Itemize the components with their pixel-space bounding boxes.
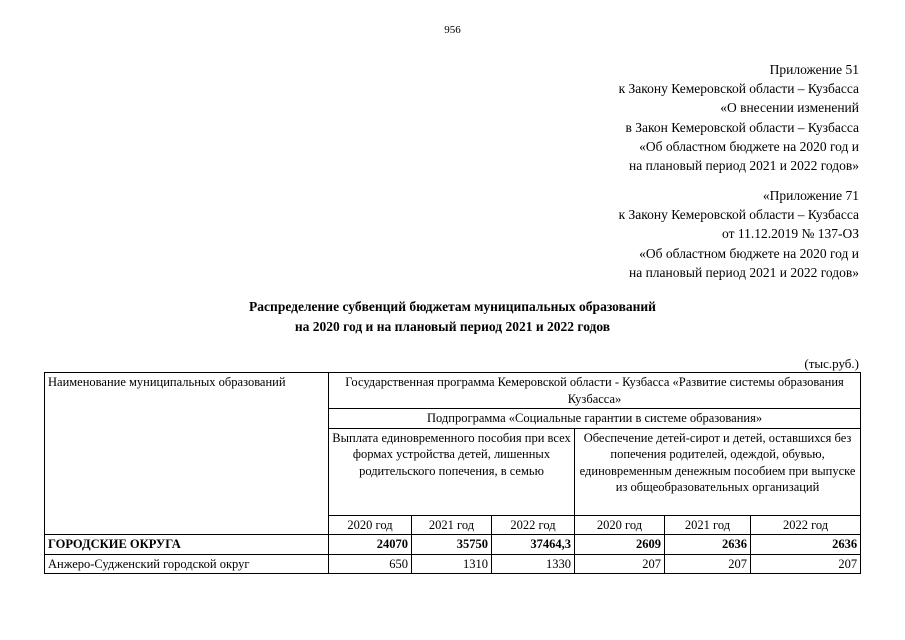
row-value: 24070 xyxy=(329,535,412,555)
appendix-51-line: на плановый период 2021 и 2022 годов» xyxy=(628,158,859,174)
appendix-51-header xyxy=(619,60,859,175)
group-header-orphans: Обеспечение детей-сирот и детей, оставшихся без попечения родителей, одеждой, обувью, единовременным денежным пособием при выпуске из общеобразовательных организаций xyxy=(575,428,861,515)
row-value: 207 xyxy=(665,554,751,574)
row-value: 2636 xyxy=(665,535,751,555)
table-row-total xyxy=(45,535,861,555)
year-header: 2021 год xyxy=(412,515,492,535)
subsidy-table xyxy=(44,372,861,574)
document-title xyxy=(0,297,905,337)
row-name: Анжеро-Судженский городской округ xyxy=(45,554,329,574)
appendix-71-header xyxy=(619,186,859,282)
row-value: 1310 xyxy=(412,554,492,574)
year-header: 2022 год xyxy=(492,515,575,535)
year-header: 2020 год xyxy=(575,515,665,535)
appendix-71-line: «Об областном бюджете на 2020 год и xyxy=(639,245,859,261)
row-name: ГОРОДСКИЕ ОКРУГА xyxy=(45,535,329,555)
appendix-71-line: к Закону Кемеровской области – Кузбасса xyxy=(618,207,859,223)
appendix-71-line: на плановый период 2021 и 2022 годов» xyxy=(628,264,859,280)
appendix-51-line: «О внесении изменений xyxy=(720,100,859,116)
year-header: 2022 год xyxy=(751,515,861,535)
row-value: 2636 xyxy=(751,535,861,555)
municipality-name-header: Наименование муниципальных образований xyxy=(45,373,329,535)
row-value: 207 xyxy=(751,554,861,574)
row-value: 1330 xyxy=(492,554,575,574)
row-value: 2609 xyxy=(575,535,665,555)
group-header-allowance: Выплата единовременного пособия при всех формах устройства детей, лишенных родительского попечения, в семью xyxy=(329,428,575,515)
appendix-71-line: от 11.12.2019 № 137-ОЗ xyxy=(722,226,859,242)
appendix-51-line: к Закону Кемеровской области – Кузбасса xyxy=(618,81,859,97)
appendix-71-line: «Приложение 71 xyxy=(762,188,859,203)
subprogram-header: Подпрограмма «Социальные гарантии в системе образования» xyxy=(329,409,861,429)
row-value: 207 xyxy=(575,554,665,574)
document-title-line: Распределение субвенций бюджетам муниципальных образований xyxy=(249,299,656,314)
page-number: 956 xyxy=(444,24,461,36)
row-value: 35750 xyxy=(412,535,492,555)
table-row xyxy=(45,554,861,574)
appendix-51-line: «Об областном бюджете на 2020 год и xyxy=(639,138,859,154)
row-value: 650 xyxy=(329,554,412,574)
appendix-51-line: в Закон Кемеровской области – Кузбасса xyxy=(625,119,859,135)
appendix-51-line: Приложение 51 xyxy=(769,62,859,77)
year-header: 2021 год xyxy=(665,515,751,535)
year-header: 2020 год xyxy=(329,515,412,535)
program-header: Государственная программа Кемеровской области - Кузбасса «Развитие системы образования Кузбасса» xyxy=(329,373,861,409)
unit-note: (тыс.руб.) xyxy=(804,356,859,371)
row-value: 37464,3 xyxy=(492,535,575,555)
document-title-line: на 2020 год и на плановый период 2021 и 2022 годов xyxy=(294,319,611,334)
